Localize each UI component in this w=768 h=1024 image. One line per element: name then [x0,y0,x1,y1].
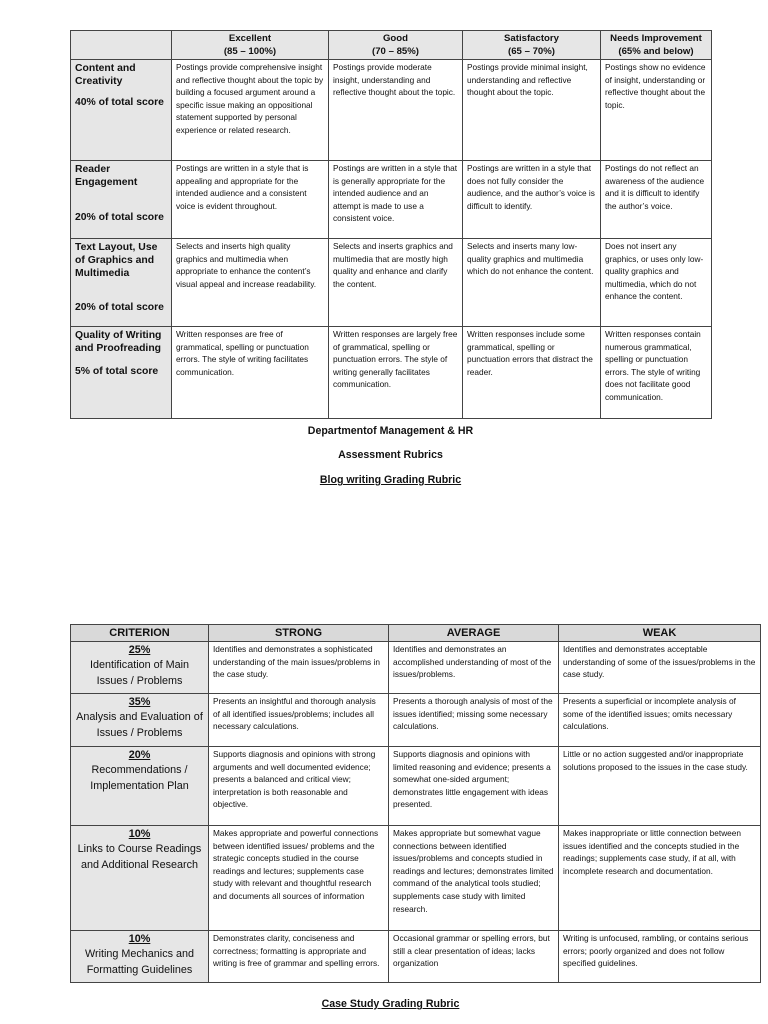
rubric-cell: Postings are written in a style that is generally appropriate for the intended audience and an attempt is made to use a consistent voice. [329,161,463,239]
header-level-range: (65% and below) [618,46,694,57]
rubric-cell: Postings provide minimal insight, understanding and reflective thought about the topic. [463,60,601,161]
criterion-cell [71,239,172,327]
rubric-cell: Identifies and demonstrates a sophisticated understanding of the main issues/problems in the case study. [209,642,389,694]
blog-row-quality-writing [71,327,712,419]
blog-header-corner [71,31,172,60]
rubric-cell: Selects and inserts graphics and multimedia that are mostly high quality and enhance and clarify the content. [329,239,463,327]
blog-rubric-table [70,30,712,419]
criterion-name: Content and Creativity [75,63,136,88]
case-header-strong: STRONG [209,625,389,642]
criterion-weight: 20% of total score [75,301,164,313]
blog-row-text-layout [71,239,712,327]
blog-header-good [329,31,463,60]
criterion-percent: 10% [128,933,151,945]
rubric-cell: Writing is unfocused, rambling, or contains serious errors; poorly organized and does not follow specified guidelines. [559,931,761,983]
case-rubric-table [70,624,761,983]
header-level-name: Good [382,33,409,44]
rubric-cell: Selects and inserts many low-quality graphics and multimedia which do not enhance the content. [463,239,601,327]
header-level-name: Excellent [228,33,272,44]
criterion-cell [71,327,172,419]
case-row-recommendations [71,747,761,826]
rubric-cell: Postings provide comprehensive insight and reflective thought about the topic by building a focused argument around a specific issue making an oppositional statement supported by personal experience or related research. [172,60,329,161]
rubric-cell: Postings show no evidence of insight, understanding or reflective thought about the topic. [601,60,712,161]
criterion-weight: 40% of total score [75,97,164,109]
rubric-cell: Little or no action suggested and/or inappropriate solutions proposed to the issues in the case study. [559,747,761,826]
criterion-name: Identification of Main Issues / Problems [89,659,190,687]
criterion-name: Analysis and Evaluation of Issues / Problems [76,711,203,739]
case-row-analysis [71,694,761,747]
criterion-cell [71,60,172,161]
rubric-cell: Written responses are largely free of grammatical, spelling or punctuation errors. The style of writing generally facilitates communication. [329,327,463,419]
criterion-cell [71,642,209,694]
rubric-cell: Presents a thorough analysis of most of the issues identified; missing some necessary calculations. [389,694,559,747]
header-level-range: (65 – 70%) [508,46,555,57]
case-row-writing [71,931,761,983]
rubric-cell: Written responses include some grammatical, spelling or punctuation errors that distract the reader. [463,327,601,419]
rubric-cell: Demonstrates clarity, conciseness and correctness; formatting is appropriate and writing is free of grammar and spelling errors. [209,931,389,983]
blog-header-row [71,31,712,60]
rubric-cell: Presents a superficial or incomplete analysis of some of the identified issues; omits necessary calculations. [559,694,761,747]
criterion-percent: 10% [128,828,151,840]
blog-row-content-creativity [71,60,712,161]
blog-header-needs-improvement [601,31,712,60]
criterion-cell [71,826,209,931]
criterion-weight: 5% of total score [75,366,159,378]
rubric-cell: Postings do not reflect an awareness of the audience and it is difficult to identify the author’s voice. [601,161,712,239]
rubric-cell: Identifies and demonstrates acceptable understanding of some of the issues/problems in the case study. [559,642,761,694]
criterion-cell [71,931,209,983]
criterion-name: Links to Course Readings and Additional Research [77,843,202,871]
criterion-weight: 20% of total score [75,212,164,224]
rubric-cell: Presents an insightful and thorough analysis of all identified issues/problems; includes all necessary calculations. [209,694,389,747]
rubric-cell: Occasional grammar or spelling errors, but still a clear presentation of ideas; lacks organization [389,931,559,983]
rubric-cell: Makes inappropriate or little connection between issues identified and the concepts studied in the readings; supplements case study, if at all, with incomplete research and documentation. [559,826,761,931]
criterion-name: Recommendations / Implementation Plan [90,764,189,792]
header-level-range: (70 – 85%) [372,46,419,57]
rubric-cell: Written responses are free of grammatical, spelling or punctuation errors. The style of writing facilitates communication. [172,327,329,419]
rubric-cell: Makes appropriate but somewhat vague connections between identified issues/problems and concepts studied in readings and lectures; demonstrates limited command of the analytical tools studied; supplements case study with limited research. [389,826,559,931]
case-header-weak: WEAK [559,625,761,642]
rubric-cell: Written responses contain numerous grammatical, spelling or punctuation errors. The style of writing does not facilitate good communication. [601,327,712,419]
rubric-cell: Postings are written in a style that does not fully consider the audience, and the author’s voice is difficult to identify. [463,161,601,239]
criterion-percent: 20% [128,749,151,761]
header-level-name: Satisfactory [504,33,559,44]
rubric-cell: Supports diagnosis and opinions with strong arguments and well documented evidence; presents a balanced and critical view; interpretation is both reasonable and objective. [209,747,389,826]
case-row-links [71,826,761,931]
rubric-cell: Postings provide moderate insight, understanding and reflective thought about the topic. [329,60,463,161]
criterion-percent: 35% [128,696,151,708]
criterion-name: Text Layout, Use of Graphics and Multimedia [75,242,158,280]
assessment-subtitle: Assessment Rubrics [338,449,443,461]
case-header-criterion: CRITERION [71,625,209,642]
rubric-cell: Selects and inserts high quality graphics and multimedia when appropriate to enhance the content’s visual appeal and increase readability. [172,239,329,327]
criterion-cell [71,161,172,239]
rubric-cell: Supports diagnosis and opinions with limited reasoning and evidence; presents a somewhat one-sided argument; demonstrates little engagement with ideas presented. [389,747,559,826]
case-header-row [71,625,761,642]
criterion-name: Quality of Writing and Proofreading [75,330,162,355]
blog-row-reader-engagement [71,161,712,239]
rubric-cell: Postings are written in a style that is appealing and appropriate for the intended audience and a consistent voice is evident throughout. [172,161,329,239]
criterion-name: Reader Engagement [75,164,138,189]
blog-header-excellent [172,31,329,60]
header-level-name: Needs Improvement [610,33,702,44]
criterion-name: Writing Mechanics and Formatting Guidelines [84,948,195,976]
rubric-cell: Does not insert any graphics, or uses only low-quality graphics and multimedia, which do not enhance the content. [601,239,712,327]
criterion-percent: 25% [128,644,151,656]
case-header-average: AVERAGE [389,625,559,642]
criterion-cell [71,694,209,747]
case-rubric-title: Case Study Grading Rubric [321,998,460,1010]
blog-rubric-title: Blog writing Grading Rubric [319,474,462,486]
rubric-cell: Identifies and demonstrates an accomplished understanding of most of the issues/problems. [389,642,559,694]
criterion-cell [71,747,209,826]
department-caption: Departmentof Management & HR [307,425,474,437]
blog-header-satisfactory [463,31,601,60]
rubric-cell: Makes appropriate and powerful connections between identified issues/ problems and the strategic concepts studied in the course readings and lectures; supplements case study with relevant and thoughtful research and documents all sources of information [209,826,389,931]
header-level-range: (85 – 100%) [223,46,277,57]
case-row-identification [71,642,761,694]
